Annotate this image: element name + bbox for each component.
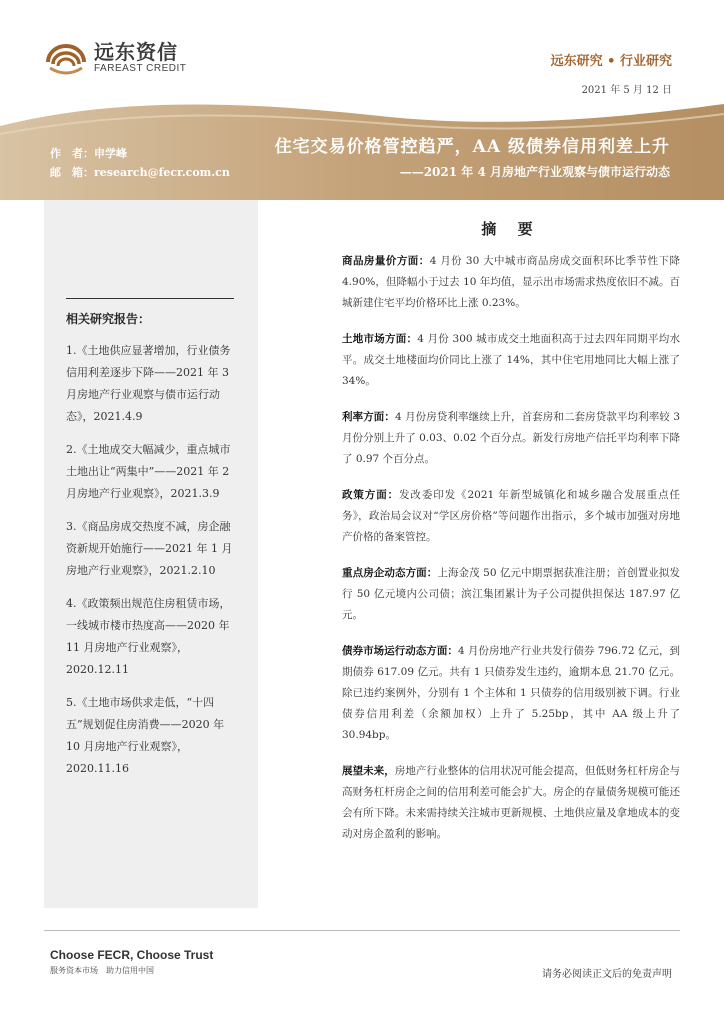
- abstract-paragraph: [342, 329, 680, 392]
- email: 邮 箱：research@fecr.com.cn: [50, 166, 230, 179]
- paragraph-label: 政策方面：: [342, 489, 400, 501]
- report-date: 2021 年 5 月 12 日: [581, 85, 672, 96]
- company-name-en: FAREAST CREDIT: [94, 63, 187, 74]
- paragraph-text: 发改委印发《2021 年新型城镇化和城乡融合发展重点任务》，政治局会议对“学区房价格”等问题作出指示，多个城市加强对房地产价格的备案管控。: [342, 489, 681, 543]
- paragraph-label: 债券市场运行动态方面：: [342, 645, 458, 657]
- related-reports-heading: 相关研究报告：: [66, 312, 151, 326]
- footer-tagline: 服务资本市场 助力信用中国: [50, 966, 154, 975]
- paragraph-text: 4 月份房地产行业共发行债券 796.72 亿元，到期债券 617.09 亿元。共有 1 只债券发生违约，逾期本息 21.70 亿元。除已违约案例外，分别有 1 个主体和 1 只债券的信用级别被下调。行业债券信用利差（余额加权）上升了 5.25bp，其中 AA 级上升了 30.94bp。: [342, 645, 680, 741]
- footer-slogan: Choose FECR, Choose Trust: [50, 948, 214, 962]
- abstract-paragraph: [342, 761, 680, 845]
- company-name-cn: 远东资信: [94, 40, 178, 64]
- company-logo: [44, 38, 186, 78]
- paragraph-text: 4 月份 300 城市成交土地面积高于过去四年同期平均水平。成交土地楼面均价同比上涨了 14%，其中住宅用地同比大幅上涨了 34%。: [342, 333, 681, 387]
- related-reports-list: [66, 340, 236, 791]
- related-report-item[interactable]: 5.《土地市场供求走低，“十四五”规划促住房消费——2020 年 10 月房地产行业观察》，2020.11.16: [66, 696, 225, 775]
- abstract-title: 摘 要: [481, 220, 541, 238]
- abstract-paragraph: [342, 641, 680, 746]
- paragraph-label: 展望未来，: [342, 765, 395, 777]
- report-title: 住宅交易价格管控趋严，AA 级债券信用利差上升: [274, 137, 670, 157]
- paragraph-text: 4 月份房贷利率继续上升，首套房和二套房贷款平均利率较 3 月份分别上升了 0.03、0.02 个百分点。新发行房地产信托平均利率下降了 0.97 个百分点。: [342, 411, 680, 465]
- paragraph-label: 土地市场方面：: [342, 333, 418, 345]
- abstract-section: [342, 218, 680, 860]
- paragraph-label: 利率方面：: [342, 411, 395, 423]
- report-series: 远东研究 • 行业研究: [550, 54, 672, 69]
- sidebar-divider: [66, 298, 234, 299]
- footer-disclaimer[interactable]: 请务必阅读正文后的免责声明: [542, 969, 672, 980]
- related-report-item[interactable]: 1.《土地供应显著增加，行业债务信用利差逐步下降——2021 年 3 月房地产行业观察与债市运行动态》，2021.4.9: [66, 344, 231, 423]
- related-report-item[interactable]: 3.《商品房成交热度不减，房企融资新规开始施行——2021 年 1 月房地产行业观察》，2021.2.10: [66, 520, 233, 577]
- paragraph-label: 商品房量价方面：: [342, 255, 430, 267]
- fareast-logo-icon: [44, 38, 88, 78]
- abstract-paragraph: [342, 251, 680, 314]
- paragraph-text: 4 月份 30 大中城市商品房成交面积环比季节性下降 4.90%，但降幅小于过去 10 年均值，显示出市场需求热度依旧不减。百城新建住宅平均价格环比上涨 0.23%。: [342, 255, 680, 309]
- paragraph-text: 房地产行业整体的信用状况可能会提高，但低财务杠杆房企与高财务杠杆房企之间的信用利差可能会扩大。房企的存量债务规模可能还会有所下降。未来需持续关注城市更新规模、土地供应量及拿地成本的变动对房企盈利的影响。: [342, 765, 681, 840]
- abstract-paragraph: [342, 485, 680, 548]
- related-report-item[interactable]: 4.《政策频出规范住房租赁市场，一线城市楼市热度高——2020 年 11 月房地产行业观察》，2020.12.11: [66, 597, 231, 676]
- paragraph-label: 重点房企动态方面：: [342, 567, 438, 579]
- footer-divider: [44, 930, 680, 931]
- related-report-item[interactable]: 2.《土地成交大幅减少，重点城市土地出让“两集中”——2021 年 2 月房地产行业观察》，2021.3.9: [66, 443, 231, 500]
- paragraph-text: 上海金茂 50 亿元中期票据获准注册；首创置业拟发行 50 亿元境内公司债；滨江集团累计为子公司提供担保达 187.97 亿元。: [342, 567, 680, 621]
- abstract-paragraph: [342, 407, 680, 470]
- abstract-paragraph: [342, 563, 680, 626]
- report-subtitle: ——2021 年 4 月房地产行业观察与债市运行动态: [399, 165, 670, 179]
- author: 作 者：申学峰: [50, 147, 127, 160]
- related-reports-sidebar: [44, 200, 258, 908]
